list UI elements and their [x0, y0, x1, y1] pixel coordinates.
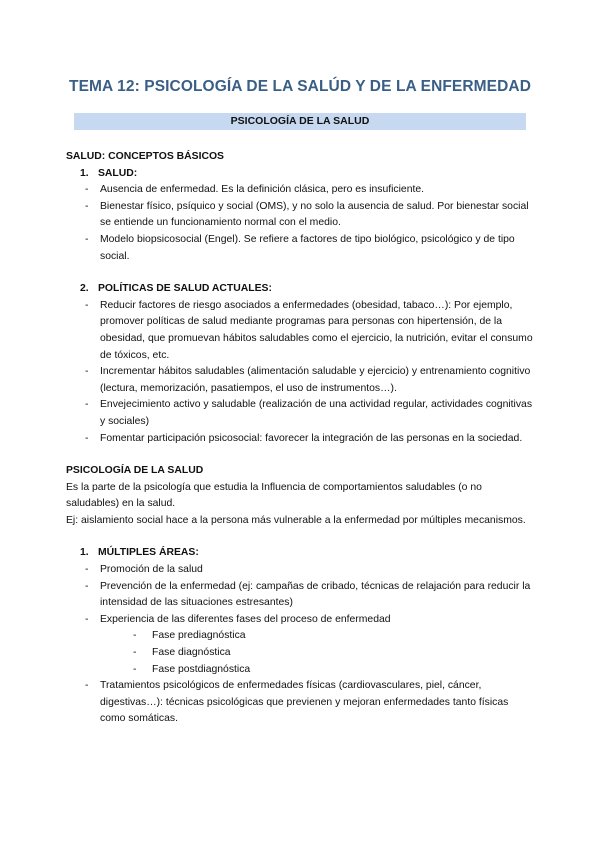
list-item: - Reducir factores de riesgo asociados a enfermedades (obesidad, tabaco…): Por ejemplo, promover políticas de salud mediante programas para personas con hipertensión, de la obesidad, que promuevan hábitos saludables como el ejercicio, la nutrición, evitar el consumo de tóxicos, etc.: [85, 299, 533, 361]
list-item: - Promoción de la salud: [85, 564, 203, 576]
section-heading-salud: SALUD: CONCEPTOS BÁSICOS: [66, 151, 224, 162]
section-banner: PSICOLOGÍA DE LA SALUD: [74, 113, 526, 130]
list-item: - Prevención de la enfermedad (ej: campañas de cribado, técnicas de relajación para reducir la intensidad de las situaciones estresantes): [85, 580, 531, 609]
list-item: - Modelo biopsicosocial (Engel). Se refiere a factores de tipo biológico, psicológico y de tipo social.: [85, 233, 515, 262]
list-item: - Incrementar hábitos saludables (alimentación saludable y ejercicio) y entrenamiento cognitivo (lectura, memorización, pasatiempos, el uso de instrumentos…).: [85, 366, 531, 394]
document-body: [66, 149, 536, 728]
numbered-heading: 1. MÚLTIPLES ÁREAS:: [66, 545, 536, 562]
numbered-heading: 1. SALUD:: [66, 166, 536, 183]
list-item: - Bienestar físico, psíquico y social (OMS), y no solo la ausencia de salud. Por bienestar social se entiende un funcionamiento normal con el medio.: [85, 200, 529, 229]
list-item: - Experiencia de las diferentes fases del proceso de enfermedad: [85, 613, 391, 625]
numbered-heading-label: SALUD:: [98, 167, 138, 179]
paragraph: Ej: aislamiento social hace a la persona más vulnerable a la enfermedad por múltiples mecanismos.: [66, 514, 526, 526]
section-heading-psicologia: PSICOLOGÍA DE LA SALUD: [66, 465, 204, 477]
numbered-heading: 2. POLÍTICAS DE SALUD ACTUALES:: [66, 281, 536, 298]
numbered-heading-label: POLÍTICAS DE SALUD ACTUALES:: [98, 283, 272, 295]
list-item: - Fomentar participación psicosocial: favorecer la integración de las personas en la sociedad.: [85, 432, 523, 444]
document-title: TEMA 12: PSICOLOGÍA DE LA SALÚD Y DE LA ENFERMEDAD: [69, 78, 531, 95]
sub-list-item: - Fase diagnóstica: [133, 647, 231, 659]
list-item: - Envejecimiento activo y saludable (realización de una actividad regular, actividades cognitivas y sociales): [85, 399, 533, 427]
paragraph: Es la parte de la psicología que estudia la Influencia de comportamientos saludables (o no saludables) en la salud.: [66, 481, 482, 510]
list-item: - Tratamientos psicológicos de enfermedades físicas (cardiovasculares, piel, cáncer, digestivas…): técnicas psicológicas que previenen y mejoran enfermedades tanto físicas como somáticas.: [85, 680, 509, 725]
sub-list-item: - Fase prediagnóstica: [133, 630, 246, 642]
sub-list-item: - Fase postdiagnóstica: [133, 663, 251, 675]
list-item: - Ausencia de enfermedad. Es la definición clásica, pero es insuficiente.: [85, 184, 425, 196]
numbered-heading-label: MÚLTIPLES ÁREAS:: [98, 547, 199, 559]
